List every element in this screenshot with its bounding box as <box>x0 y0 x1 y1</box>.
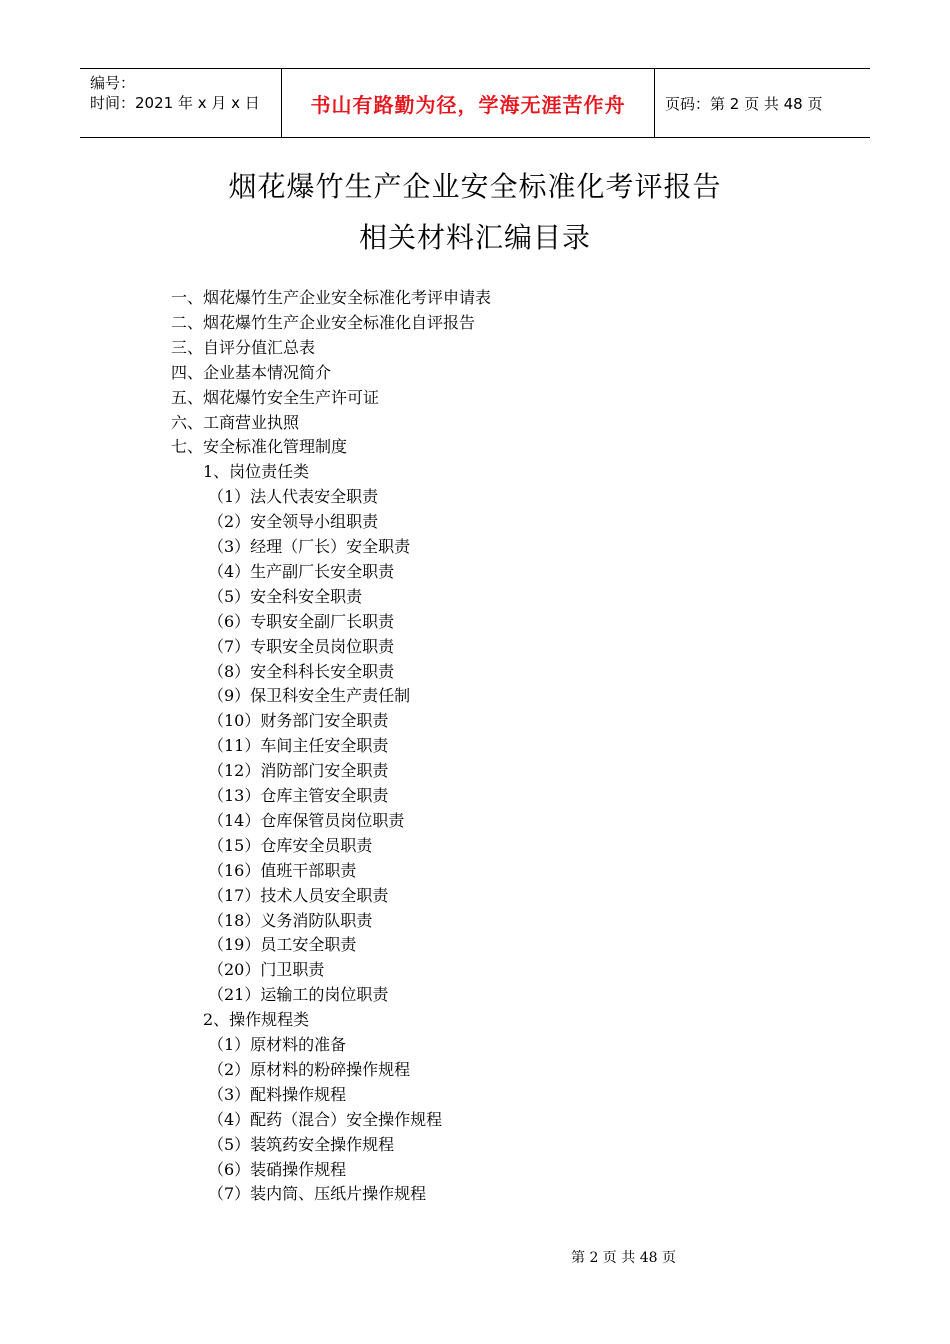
toc-item: （16）值班干部职责 <box>208 860 357 880</box>
toc-section: 一、烟花爆竹生产企业安全标准化考评申请表 <box>171 288 492 307</box>
header-motto-cell <box>282 69 655 137</box>
document-title: 烟花爆竹生产企业安全标准化考评报告 <box>228 170 722 203</box>
toc-item: （13）仓库主管安全职责 <box>208 786 389 805</box>
document-date: 时间：2021 年 x 月 x 日 <box>90 94 260 112</box>
toc-item: （3）经理（厂长）安全职责 <box>208 537 411 556</box>
document-subtitle: 相关材料汇编目录 <box>358 221 591 254</box>
page-header <box>80 68 870 138</box>
toc-item: （4）生产副厂长安全职责 <box>208 561 395 581</box>
header-motto: 书山有路勤为径，学海无涯苦作舟 <box>310 92 626 117</box>
toc-section: 二、烟花爆竹生产企业安全标准化自评报告 <box>171 312 476 332</box>
toc-item: （2）安全领导小组职责 <box>208 512 379 532</box>
toc-section: 七、安全标准化管理制度 <box>171 437 348 457</box>
toc-item: （18）义务消防队职责 <box>208 910 373 930</box>
toc-item: （1）原材料的准备 <box>208 1035 347 1054</box>
toc-item: （15）仓库安全员职责 <box>208 835 373 855</box>
toc-item: （1）法人代表安全职责 <box>208 487 379 507</box>
toc-item: （17）技术人员安全职责 <box>208 885 389 905</box>
toc-subsection: 2、操作规程类 <box>203 1010 310 1030</box>
toc-item: （8）安全科科长安全职责 <box>208 661 395 681</box>
header-meta <box>80 69 282 137</box>
toc-item: （3）配料操作规程 <box>208 1084 347 1104</box>
toc-subsection: 1、岗位责任类 <box>203 462 310 482</box>
toc-item: （21）运输工的岗位职责 <box>208 985 389 1005</box>
toc-item: （6）装硝操作规程 <box>208 1159 347 1179</box>
toc-item: （2）原材料的粉碎操作规程 <box>208 1059 411 1079</box>
toc-item: （10）财务部门安全职责 <box>208 711 389 731</box>
toc-item: （11）车间主任安全职责 <box>208 736 389 756</box>
document-number-label: 编号： <box>90 74 136 92</box>
toc-item: （5）装筑药安全操作规程 <box>208 1134 395 1154</box>
toc-item: （7）专职安全员岗位职责 <box>208 636 395 656</box>
toc-item: （9）保卫科安全生产责任制 <box>208 686 411 706</box>
page-footer: 第 2 页 共 48 页 <box>571 1250 676 1266</box>
toc-item: （12）消防部门安全职责 <box>208 761 389 781</box>
toc-section: 四、企业基本情况简介 <box>171 362 332 382</box>
toc-item: （4）配药（混合）安全操作规程 <box>208 1109 443 1129</box>
toc-item: （7）装内筒、压纸片操作规程 <box>208 1184 427 1204</box>
toc-section: 三、自评分值汇总表 <box>171 337 316 357</box>
header-page-info: 页码：第 2 页 共 48 页 <box>665 94 823 113</box>
toc-item: （20）门卫职责 <box>208 960 325 980</box>
toc-item: （5）安全科安全职责 <box>208 586 363 606</box>
toc-item: （19）员工安全职责 <box>208 935 357 955</box>
toc-item: （6）专职安全副厂长职责 <box>208 611 395 631</box>
toc-section: 五、烟花爆竹安全生产许可证 <box>171 387 380 407</box>
toc-section: 六、工商营业执照 <box>171 412 300 432</box>
toc-item: （14）仓库保管员岗位职责 <box>208 810 405 830</box>
